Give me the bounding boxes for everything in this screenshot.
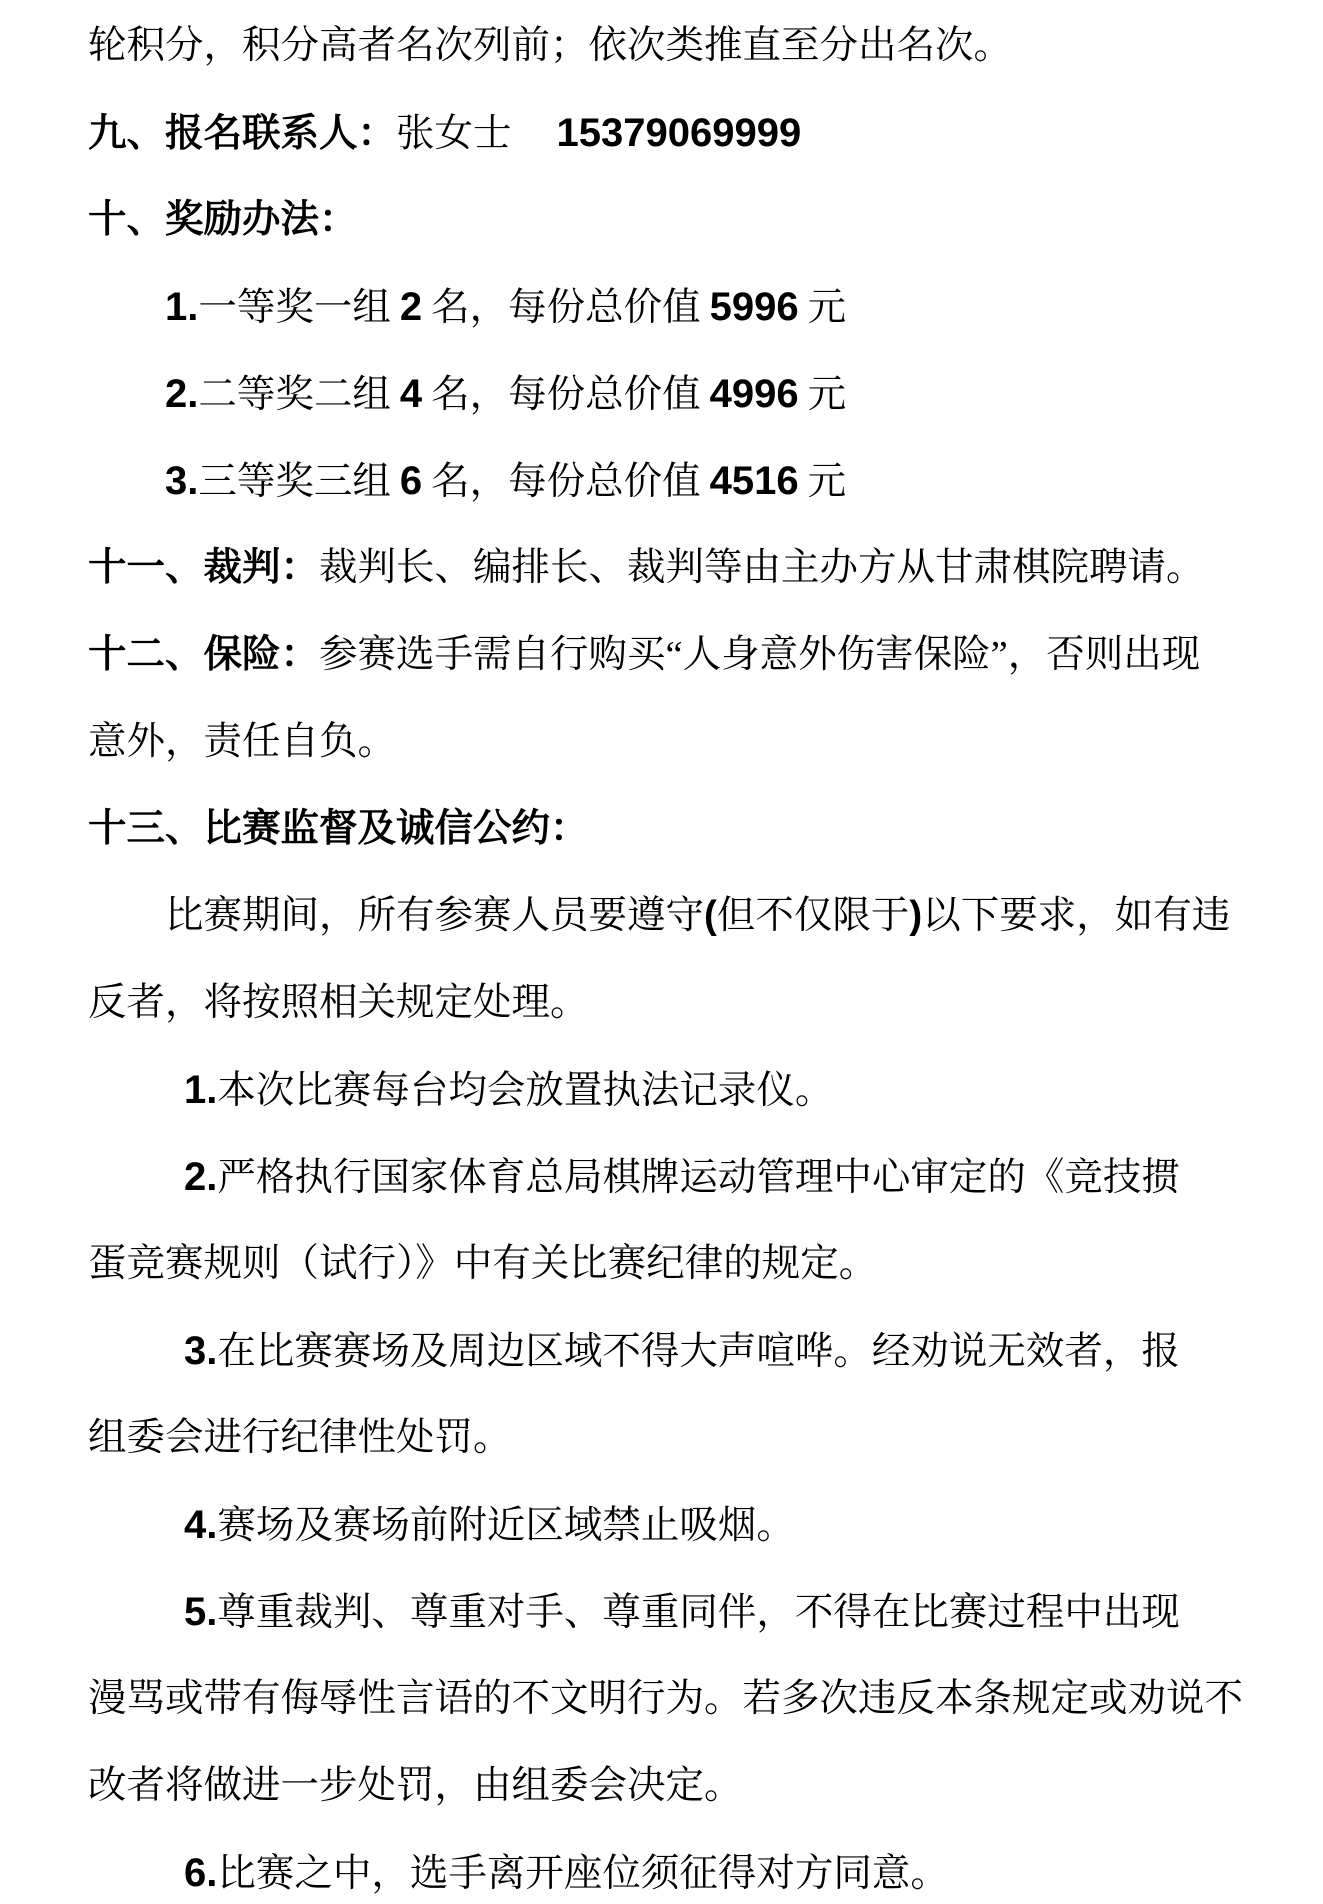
rule-text: 赛场及赛场前附近区域禁止吸烟。 [217,1505,795,1547]
intro-before: 比赛期间，所有参赛人员要遵守 [165,895,705,937]
reward-middle: 名，每份总价值 [431,287,701,329]
reward-unit: 元 [807,461,847,503]
referee-section [88,543,1323,593]
supervision-heading: 十三、比赛监督及诚信公约： [88,807,589,850]
reward-index: 3. [165,459,199,503]
insurance-section [88,630,1323,680]
rule-index: 4. [184,1503,218,1547]
reward-unit: 元 [807,374,847,416]
referee-text: 裁判长、编排长、裁判等由主办方从甘肃棋院聘请。 [319,547,1205,589]
reward-middle: 名，每份总价值 [431,461,701,503]
supervision-intro [88,891,1323,941]
rule-index: 2. [184,1155,218,1199]
rule-text: 比赛之中，选手离开座位须征得对方同意。 [217,1853,949,1895]
continuation-line: 轮积分，积分高者名次列前；依次类推直至分出名次。 [88,25,1013,67]
rewards-heading: 十、奖励办法： [88,198,358,241]
reward-item [88,369,1323,419]
rule-index: 6. [184,1851,218,1895]
rule-text: 在比赛赛场及周边区域不得大声喧哗。经劝说无效者，报 [217,1331,1180,1373]
reward-middle: 名，每份总价值 [431,374,701,416]
reward-prize: 一等奖一组 [198,287,391,329]
rule-text-continued: 蛋竞赛规则（试行）》中有关比赛纪律的规定。 [88,1243,878,1285]
supervision-intro-continued: 反者，将按照相关规定处理。 [88,982,589,1024]
intro-after: 以下要求，如有违 [922,895,1231,937]
intro-paren-text: 但不仅限于 [716,895,910,937]
rule-text-continued: 组委会进行纪律性处罚。 [88,1417,512,1459]
rule-item [88,1848,1323,1898]
rule-item [88,1587,1323,1637]
reward-item [88,282,1323,332]
reward-prize: 二等奖二组 [198,374,391,416]
rule-index: 1. [184,1068,218,1112]
registration-section [88,108,1323,158]
intro-close-paren: ) [909,894,923,937]
rule-item [88,1152,1323,1202]
rule-index: 5. [184,1590,218,1634]
reward-prize: 三等奖三组 [198,461,391,503]
insurance-heading: 十二、保险： [88,633,320,676]
rule-text: 本次比赛每台均会放置执法记录仪。 [217,1070,834,1112]
rule-index: 3. [184,1329,218,1373]
rule-item [88,1500,1323,1550]
reward-count: 4 [399,372,423,416]
reward-index: 1. [165,285,199,329]
reward-value: 4996 [709,372,799,416]
intro-open-paren: ( [704,894,717,937]
rule-text: 严格执行国家体育总局棋牌运动管理中心审定的《竞技掼 [217,1157,1180,1199]
registration-heading: 九、报名联系人： [88,112,397,155]
reward-count: 2 [399,285,423,329]
reward-count: 6 [399,459,423,503]
referee-heading: 十一、裁判： [88,546,320,589]
rule-text: 尊重裁判、尊重对手、尊重同伴，不得在比赛过程中出现 [217,1592,1180,1634]
rule-item [88,1065,1323,1115]
contact-name: 张女士 [396,113,512,155]
reward-item [88,456,1323,506]
reward-value: 5996 [709,285,799,329]
reward-unit: 元 [807,287,847,329]
rule-item [88,1326,1323,1376]
reward-value: 4516 [709,459,799,503]
rule-text-continued: 漫骂或带有侮辱性言语的不文明行为。若多次违反本条规定或劝说不 [88,1678,1244,1720]
insurance-text: 参赛选手需自行购买“人身意外伤害保险”，否则出现 [319,634,1201,676]
reward-index: 2. [165,372,199,416]
contact-phone: 15379069999 [556,111,802,155]
insurance-text-continued: 意外，责任自负。 [88,721,397,763]
rule-text-continued: 改者将做进一步处罚，由组委会决定。 [88,1765,743,1807]
